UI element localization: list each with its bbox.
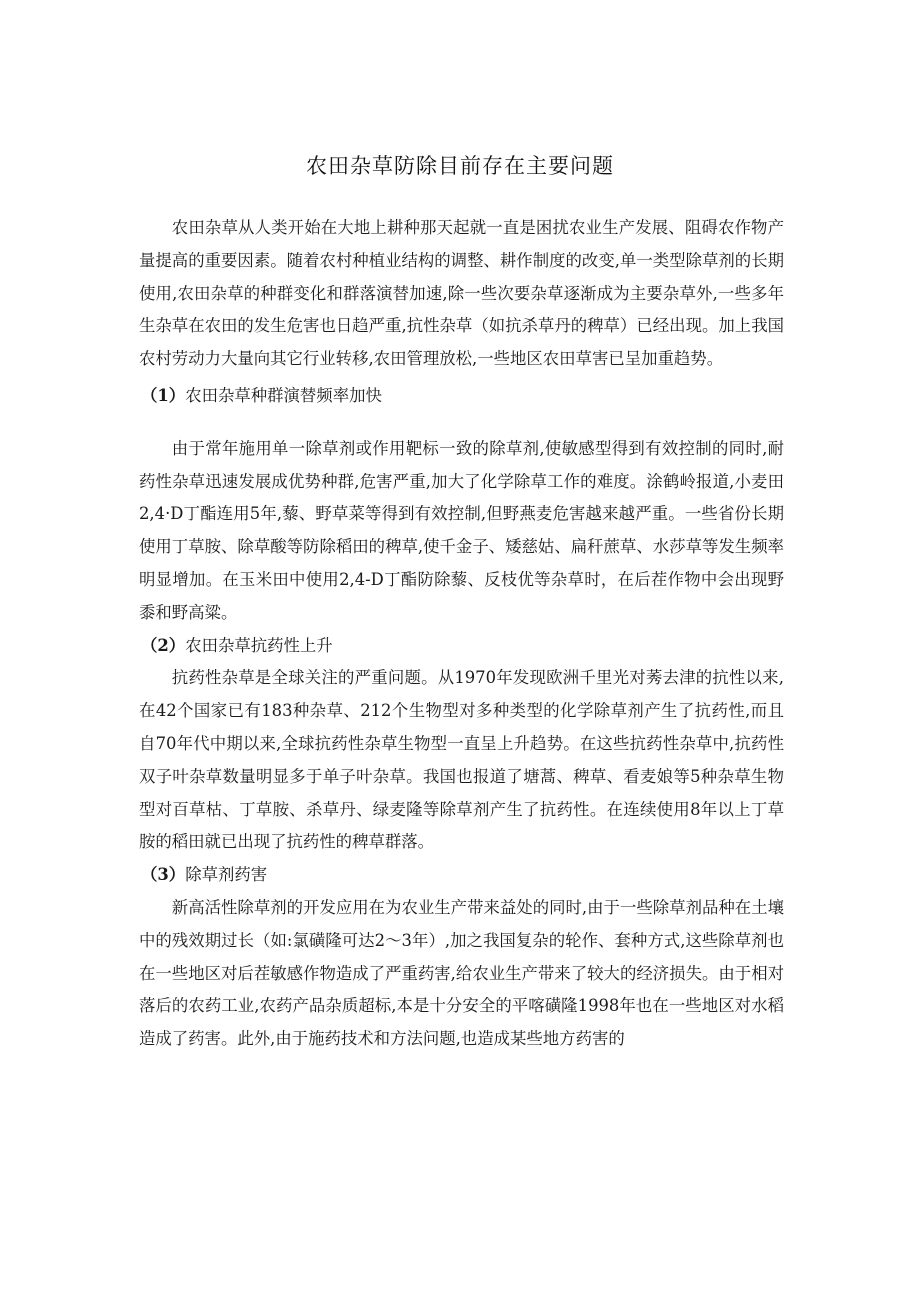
section-heading-2 xyxy=(139,630,784,663)
section-paragraph-1: 由于常年施用单一除草剂或作用靶标一致的除草剂,使敏感型得到有效控制的同时,耐药性杂草迅速发展成优势种群,危害严重,加大了化学除草工作的难度。涂鹤岭报道,小麦田2,4·D丁酯连用5年,藜、野草菜等得到有效控制,但野燕麦危害越来越严重。一些省份长期使用丁草胺、除草酸等防除稻田的稗草,使千金子、矮慈姑、扁秆蔗草、水莎草等发生频率明显增加。在玉米田中使用2,4-D丁酯防除藜、反枝优等杂草时，在后茬作物中会出现野黍和野高粱。 xyxy=(139,438,784,622)
section-number-3: （3） xyxy=(141,865,186,885)
section-paragraph-3: 新高活性除草剂的开发应用在为农业生产带来益处的同时,由于一些除草剂品种在土壤中的残效期过长（如:氯磺隆可达2～3年）,加之我国复杂的轮作、套种方式,这些除草剂也在一些地区对后茬敏感作物造成了严重药害,给农业生产带来了较大的经济损失。由于相对落后的农药工业,农药产品杂质超标,本是十分安全的平喀磺隆1998年也在一些地区对水稻造成了药害。此外,由于施药技术和方法问题,也造成某些地方药害的 xyxy=(139,897,784,1049)
section-title-2: 农田杂草抗药性上升 xyxy=(185,635,333,655)
section-paragraph-2: 抗药性杂草是全球关注的严重问题。从1970年发现欧洲千里光对莠去津的抗性以来,在42个国家已有183种杂草、212个生物型对多种类型的化学除草剂产生了抗药性,而且自70年代中期以来,全球抗药性杂草生物型一直呈上升趋势。在这些抗药性杂草中,抗药性双子叶杂草数量明显多于单子叶杂草。我国也报道了塘蒿、稗草、看麦娘等5种杂草生物型对百草枯、丁草胺、杀草丹、绿麦隆等除草剂产生了抗药性。在连续使用8年以上丁草胺的稻田就已出现了抗药性的稗草群落。 xyxy=(139,668,784,852)
intro-paragraph: 农田杂草从人类开始在大地上耕种那天起就一直是困扰农业生产发展、阻碍农作物产量提高的重要因素。随着农村种植业结构的调整、耕作制度的改变,单一类型除草剂的长期使用,农田杂草的种群变化和群落演替加速,除一些次要杂草逐渐成为主要杂草外,一些多年生杂草在农田的发生危害也日趋严重,抗性杂草（如抗杀草丹的稗草）已经出现。加上我国农村劳动力大量向其它行业转移,农田管理放松,一些地区农田草害已呈加重趋势。 xyxy=(139,218,784,369)
document-title: 农田杂草防除目前存在主要问题 xyxy=(306,154,614,178)
section-title-1: 农田杂草种群演替频率加快 xyxy=(185,385,382,405)
section-heading-1 xyxy=(139,380,784,413)
section-title-3: 除草剂药害 xyxy=(185,865,268,885)
document-body xyxy=(139,212,784,1056)
section-heading-3 xyxy=(139,859,784,892)
section-number-1: （1） xyxy=(141,385,186,405)
section-number-2: （2） xyxy=(141,635,186,655)
